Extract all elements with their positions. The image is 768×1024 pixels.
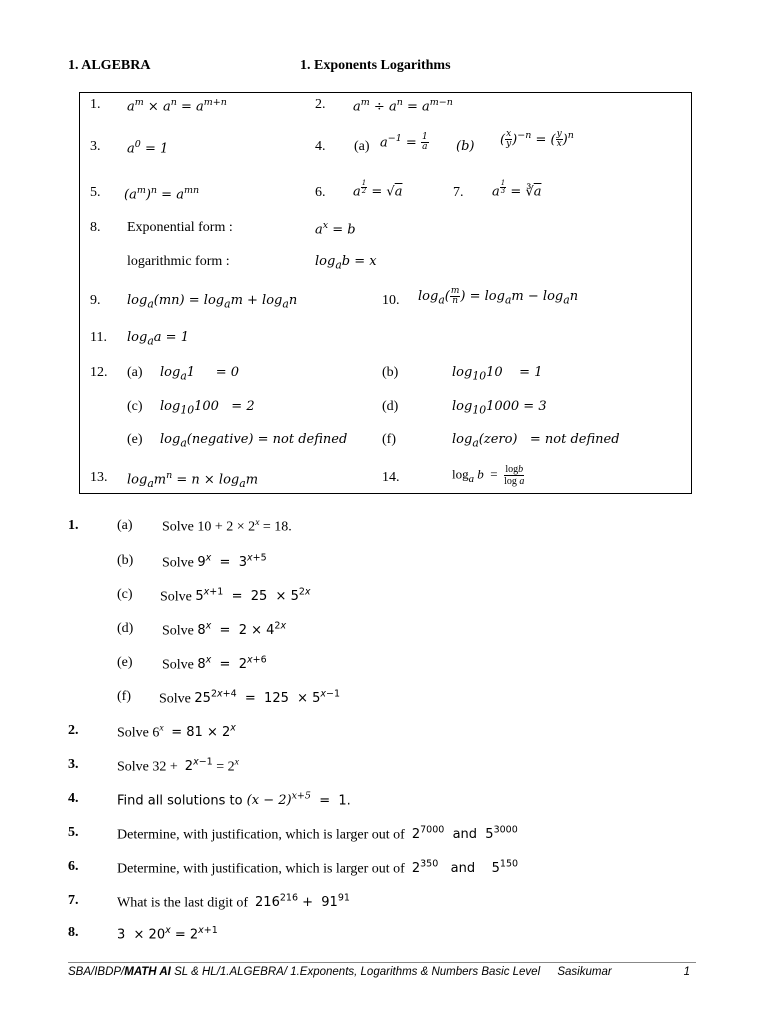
question-number: 3. [68, 757, 79, 772]
question-sublabel: (a) [117, 518, 133, 533]
question-6: Determine, with justification, which is larger out of $2^{350}$ and $5^{150}$ [117, 859, 519, 877]
question-sublabel: (f) [117, 689, 131, 704]
question-sublabel: (b) [117, 553, 134, 568]
question-5: Determine, with justification, which is larger out of $2^{7000}$ and $5^{3000}$ [117, 825, 518, 843]
formula-number: 3. [90, 139, 101, 154]
question-number: 7. [68, 893, 79, 908]
question-4: Find all solutions to $(x - 2)^{x+5} = 1$. [117, 791, 351, 809]
formula-quotient-rule: $a^m \div a^n = a^{m-n}$ [353, 97, 453, 115]
formula-number: 10. [382, 293, 400, 308]
formula-sublabel: (c) [127, 399, 143, 414]
formula-sublabel: (b) [456, 139, 475, 154]
formula-sublabel: (b) [382, 365, 399, 380]
footer-path: SBA/IBDP/ [68, 966, 125, 978]
formula-log-zero: $\log_a(zero)$ = not defined [452, 432, 620, 450]
topic-title: 1. Exponents Logarithms [300, 58, 451, 73]
question-number: 6. [68, 859, 79, 874]
formula-sublabel: (a) [354, 139, 370, 154]
formula-sublabel: (f) [382, 432, 396, 447]
formula-log-product: $\log_a(mn) = \log_am + \log_an$ [127, 293, 298, 311]
formula-sublabel: (e) [127, 432, 143, 447]
formula-negative-exponent: $a^{-1}$ = $\frac{1}{a}$ [380, 132, 428, 153]
question-2: Solve $6^x = 81 \times 2^x$ [117, 723, 236, 741]
question-1e: Solve $8^x = 2^{x+6}$ [162, 655, 267, 673]
formula-number: 12. [90, 365, 108, 380]
formula-number: 5. [90, 185, 101, 200]
page-number: 1 [683, 966, 690, 978]
formula-log-ten: $\log_{10}10$ = 1 [452, 365, 543, 383]
formula-exponential-form: $a^x = b$ [315, 220, 356, 238]
formula-number: 14. [382, 470, 400, 485]
logarithmic-form-label: logarithmic form : [127, 254, 230, 269]
formula-product-rule: $a^m \times a^n = a^{m+n}$ [127, 97, 227, 115]
exponential-form-label: Exponential form : [127, 220, 233, 235]
question-number: 4. [68, 791, 79, 806]
formula-sublabel: (a) [127, 365, 143, 380]
question-8: $3 \times 20^x = 2^{x+1}$ [117, 925, 218, 943]
formula-number: 13. [90, 470, 108, 485]
formula-sublabel: (d) [382, 399, 399, 414]
question-number: 1. [68, 518, 79, 533]
question-sublabel: (c) [117, 587, 133, 602]
question-1b: Solve $9^x = 3^{x+5}$ [162, 553, 267, 571]
question-1c: Solve $5^{x+1} = 25 \times 5^{2x}$ [160, 587, 311, 605]
formula-number: 11. [90, 330, 107, 345]
formula-number: 7. [453, 185, 464, 200]
formula-log-negative: $\log_a(negative)$ = not defined [160, 432, 348, 450]
formula-zero-exponent: $a^0 = 1$ [127, 139, 169, 157]
question-7: What is the last digit of $216^{216} + 91^{91}$ [117, 893, 350, 911]
question-1d: Solve $8^x = 2 \times 4^{2x}$ [162, 621, 287, 639]
formula-number: 6. [315, 185, 326, 200]
section-title: 1. ALGEBRA [68, 58, 151, 73]
formula-number: 1. [90, 97, 101, 112]
footer-topic: SL & HL/1.ALGEBRA/ 1.Exponents, Logarithms & Numbers Basic Level [170, 966, 541, 978]
formula-log-quotient: $\log_a$( $\frac{m}{n}$ ) = $\log_am - \log_an$ [418, 286, 579, 307]
question-3: Solve $32 + 2^{x-1} = 2^x$ [117, 757, 239, 775]
formula-number: 9. [90, 293, 101, 308]
footer-author: Sasikumar [557, 966, 612, 978]
formula-square-root: a $^{\frac{1}{2}}$ = √a [353, 179, 403, 200]
formula-number: 8. [90, 220, 101, 235]
formula-power-of-power: $(a^m)^n = a^{mn}$ [124, 185, 200, 203]
footer-course: MATH AI [124, 966, 171, 978]
page-footer [68, 966, 696, 978]
question-1f: Solve $25^{2x+4} = 125 \times 5^{x-1}$ [159, 689, 341, 707]
formula-change-of-base: $\log_a b$ = $\frac{\log b}{\text{log a}}$ [452, 464, 525, 487]
formula-log-power: $\log_am^n = n \times \log_am$ [127, 470, 259, 490]
formula-log-thousand: $\log_{10}1000 = 3$ [452, 399, 547, 417]
formula-log-base: $\log_aa = 1$ [127, 330, 189, 348]
question-sublabel: (d) [117, 621, 134, 636]
formula-log-one: $\log_a1$ = 0 [160, 365, 240, 383]
formula-reciprocal-power: ( $\frac{x}{y}$ )$^{-n}$ = ( $\frac{y}{x}$ )$^n$ [500, 129, 574, 150]
formula-logarithmic-form: $\log_ab = x$ [315, 254, 377, 272]
question-1a: Solve $10 + 2 \times 2^x = 18$. [162, 518, 292, 535]
formula-log-hundred: $\log_{10}100 = 2$ [160, 399, 255, 417]
formula-number: 2. [315, 97, 326, 112]
formula-number: 4. [315, 139, 326, 154]
question-number: 8. [68, 925, 79, 940]
formula-cube-root: a $^{\frac{1}{3}}$ = $∛\overline{a}$ [492, 179, 542, 200]
footer-divider [68, 962, 696, 963]
question-number: 2. [68, 723, 79, 738]
question-sublabel: (e) [117, 655, 133, 670]
question-number: 5. [68, 825, 79, 840]
